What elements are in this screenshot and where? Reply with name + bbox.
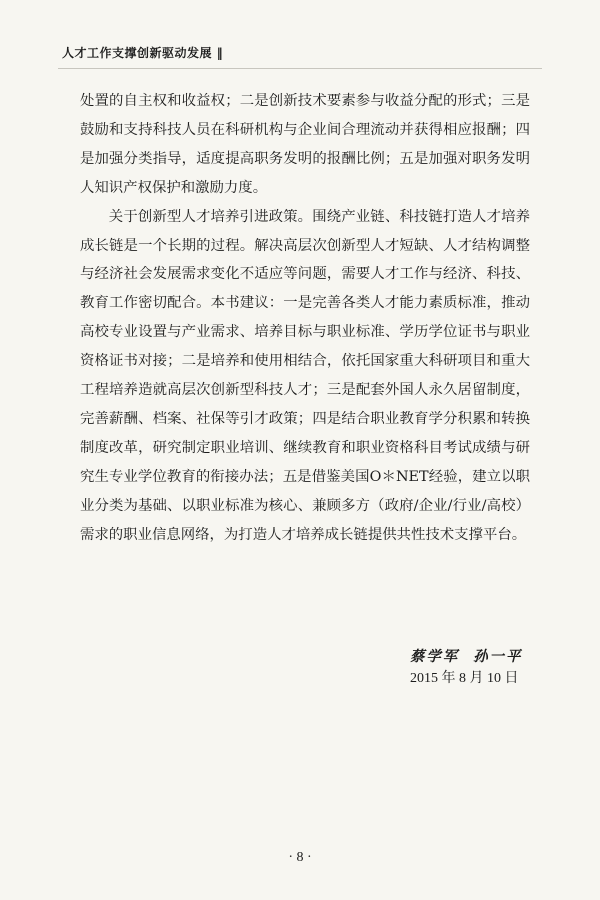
author-name-1: 蔡学军 bbox=[410, 648, 460, 665]
running-header: 人才工作支撑创新驱动发展 ‖ bbox=[62, 46, 224, 60]
page-number: · 8 · bbox=[288, 850, 312, 865]
paragraph-continuation: 处置的自主权和收益权；二是创新技术要素参与收益分配的形式；三是鼓励和支持科技人员在科研机构与企业间合理流动并获得相应报酬；四是加强分类指导，适度提高职务发明的报酬比例；五是加强对职务发明人知识产权保护和激励力度。 bbox=[80, 93, 530, 196]
header-rule bbox=[58, 68, 542, 69]
body-text bbox=[80, 87, 530, 550]
paragraph-talent-policy: 关于创新型人才培养引进政策。围绕产业链、科技链打造人才培养成长链是一个长期的过程。解决高层次创新型人才短缺、人才结构调整与经济社会发展需求变化不适应等问题，需要人才工作与经济、科技、教育工作密切配合。本书建议：一是完善各类人才能力素质标准，推动高校专业设置与产业需求、培养目标与职业标准、学历学位证书与职业资格证书对接；二是培养和使用相结合，依托国家重大科研项目和重大工程培养造就高层次创新型科技人才；三是配套外国人永久居留制度，完善薪酬、档案、社保等引才政策；四是结合职业教育学分积累和转换制度改革，研究制定职业培训、继续教育和职业资格科目考试成绩与研究生专业学位教育的衔接办法；五是借鉴美国O＊NET经验，建立以职业分类为基础、以职业标准为核心、兼顾多方（政府/企业/行业/高校）需求的职业信息网络，为打造人才培养成长链提供共性技术支撑平台。 bbox=[80, 208, 530, 543]
signature-date: 2015 年 8 月 10 日 bbox=[410, 671, 519, 686]
author-names bbox=[410, 646, 522, 668]
signature-block bbox=[410, 646, 522, 690]
author-name-2: 孙一平 bbox=[473, 648, 523, 665]
